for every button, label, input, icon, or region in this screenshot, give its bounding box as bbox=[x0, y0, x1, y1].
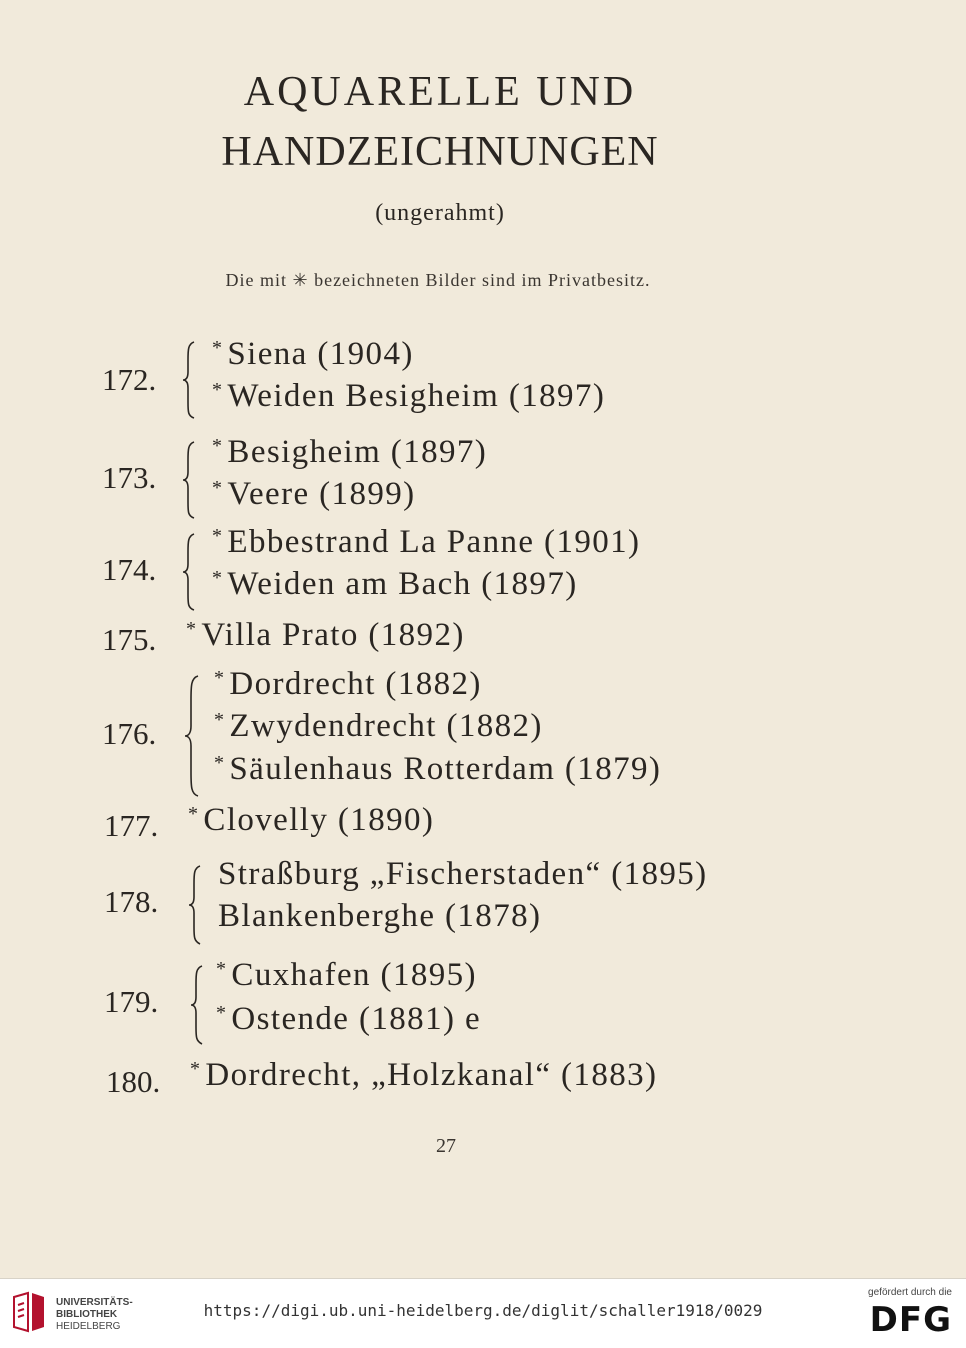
heading-line-2: HANDZEICHNUNGEN bbox=[221, 129, 659, 175]
entry-item: * Villa Prato (1892) bbox=[186, 617, 465, 653]
library-name: UNIVERSITÄTS- BIBLIOTHEK HEIDELBERG bbox=[56, 1297, 133, 1332]
brace-icon bbox=[180, 440, 200, 520]
entry-number: 173. bbox=[102, 460, 157, 495]
entry-item: * Säulenhaus Rotterdam (1879) bbox=[214, 751, 662, 787]
entry-item: Straßburg „Fischerstaden“ (1895) bbox=[218, 856, 708, 892]
funded-note: gefördert durch die bbox=[868, 1287, 952, 1298]
brace-icon bbox=[182, 674, 204, 798]
entry-number: 172. bbox=[102, 362, 157, 397]
entry-number: 174. bbox=[102, 552, 157, 587]
entry-item: * Cuxhafen (1895) bbox=[216, 957, 477, 993]
entry-number: 175. bbox=[102, 622, 157, 657]
brace-icon bbox=[188, 964, 208, 1046]
heading-subtitle: (ungerahmt) bbox=[375, 200, 505, 226]
dfg-logo-text: DFG bbox=[869, 1300, 952, 1340]
entry-number: 176. bbox=[102, 716, 157, 751]
viewer-footer bbox=[0, 1278, 966, 1348]
entry-item: * Ostende (1881) e bbox=[216, 1001, 482, 1037]
entry-item: * Dordrecht (1882) bbox=[214, 666, 482, 702]
brace-icon bbox=[180, 340, 200, 420]
entry-item: Blankenberghe (1878) bbox=[218, 898, 542, 934]
brace-icon bbox=[186, 864, 206, 946]
brace-icon bbox=[180, 532, 200, 612]
entry-item: * Ebbestrand La Panne (1901) bbox=[212, 524, 641, 560]
funder-logo[interactable] bbox=[852, 1287, 952, 1341]
entry-item: * Besigheim (1897) bbox=[212, 434, 488, 470]
entry-item: * Zwydendrecht (1882) bbox=[214, 708, 543, 744]
entry-item: * Dordrecht, „Holzkanal“ (1883) bbox=[190, 1057, 658, 1093]
entry-number: 178. bbox=[104, 884, 159, 919]
entry-number: 180. bbox=[106, 1064, 161, 1099]
permalink-url[interactable]: https://digi.ub.uni-heidelberg.de/diglit/schaller1918/0029 bbox=[203, 1301, 763, 1320]
entry-item: * Veere (1899) bbox=[212, 476, 416, 512]
page-number: 27 bbox=[436, 1135, 456, 1157]
entry-item: * Siena (1904) bbox=[212, 336, 414, 372]
entry-number: 179. bbox=[104, 984, 159, 1019]
entry-number: 177. bbox=[104, 808, 159, 843]
heading-line-1: AQUARELLE UND bbox=[243, 69, 637, 115]
entry-item: * Clovelly (1890) bbox=[188, 802, 435, 838]
ownership-note: Die mit ✳ bezeichneten Bilder sind im Privatbesitz. bbox=[225, 270, 651, 290]
entry-item: * Weiden am Bach (1897) bbox=[212, 566, 578, 602]
entry-item: * Weiden Besigheim (1897) bbox=[212, 378, 606, 414]
